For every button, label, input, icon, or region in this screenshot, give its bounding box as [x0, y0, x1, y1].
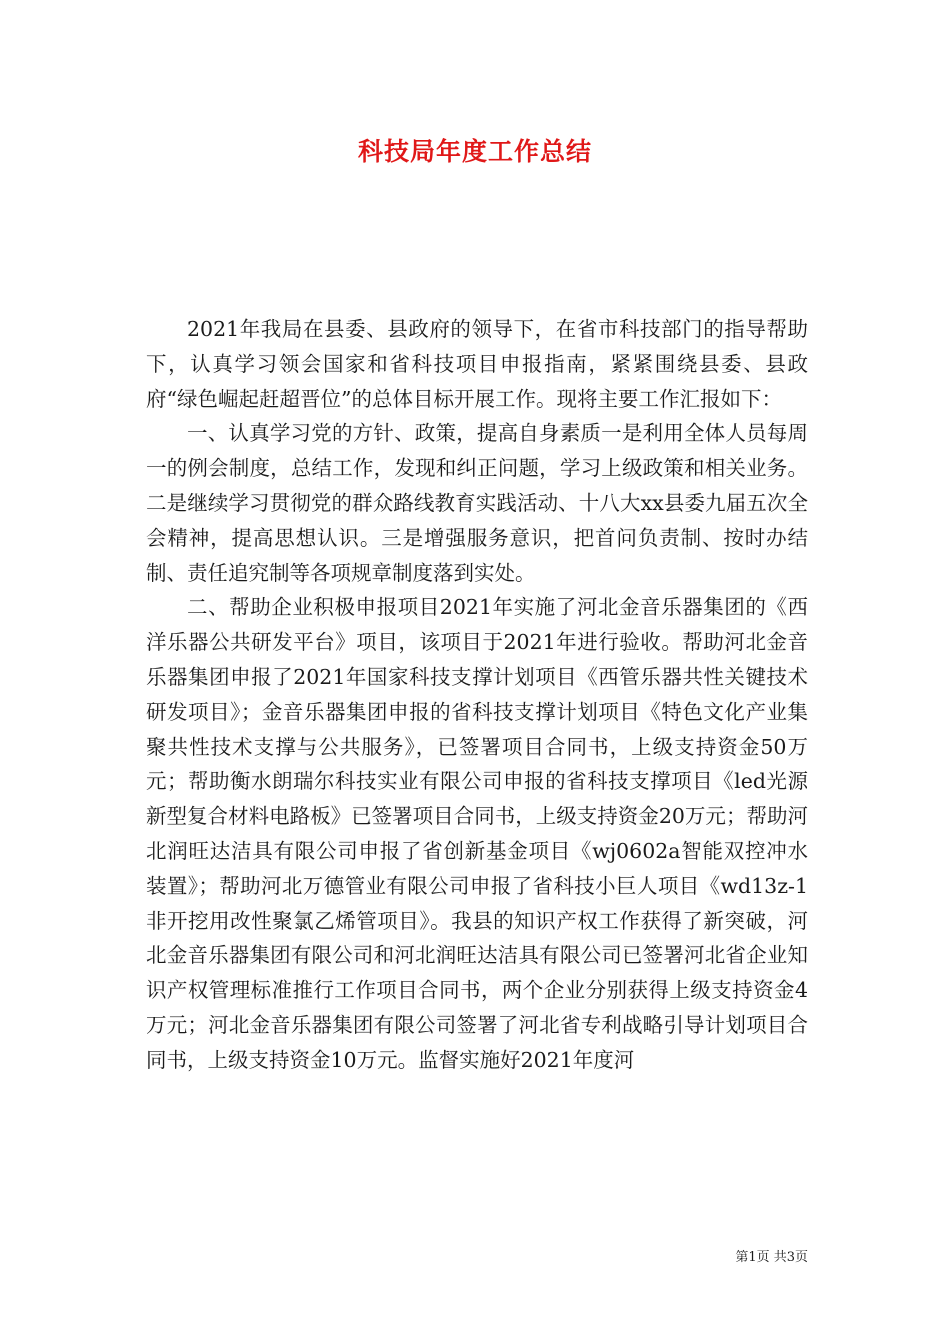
paragraph-intro: 2021年我局在县委、县政府的领导下，在省市科技部门的指导帮助下，认真学习领会国家和省科技项目申报指南，紧紧围绕县委、县政府“绿色崛起赶超晋位”的总体目标开展工作。现将主要工作汇报如下：: [146, 317, 808, 411]
document-body: [146, 312, 808, 1078]
page-number-footer: 第1页 共3页: [735, 1250, 808, 1265]
document-title: 科技局年度工作总结: [357, 137, 592, 166]
paragraph-section-1: 一、认真学习党的方针、政策，提高自身素质一是利用全体人员每周一的例会制度，总结工作，发现和纠正问题，学习上级政策和相关业务。二是继续学习贯彻党的群众路线教育实践活动、十八大xx县委九届五次全会精神，提高思想认识。三是增强服务意识，把首问负责制、按时办结制、责任追究制等各项规章制度落到实处。: [146, 421, 808, 585]
paragraph-section-2: 二、帮助企业积极申报项目2021年实施了河北金音乐器集团的《西洋乐器公共研发平台》项目，该项目于2021年进行验收。帮助河北金音乐器集团申报了2021年国家科技支撑计划项目《西管乐器共性关键技术研发项目》；金音乐器集团申报的省科技支撑计划项目《特色文化产业集聚共性技术支撑与公共服务》，已签署项目合同书，上级支持资金50万元；帮助衡水朗瑞尔科技实业有限公司申报的省科技支撑项目《led光源新型复合材料电路板》已签署项目合同书，上级支持资金20万元；帮助河北润旺达洁具有限公司申报了省创新基金项目《wj0602a智能双控冲水装置》；帮助河北万德管业有限公司申报了省科技小巨人项目《wd13z-1非开挖用改性聚氯乙烯管项目》。我县的知识产权工作获得了新突破，河北金音乐器集团有限公司和河北润旺达洁具有限公司已签署河北省企业知识产权管理标准推行工作项目合同书，两个企业分别获得上级支持资金4万元；河北金音乐器集团有限公司签署了河北省专利战略引导计划项目合同书，上级支持资金10万元。监督实施好2021年度河: [146, 595, 808, 1072]
